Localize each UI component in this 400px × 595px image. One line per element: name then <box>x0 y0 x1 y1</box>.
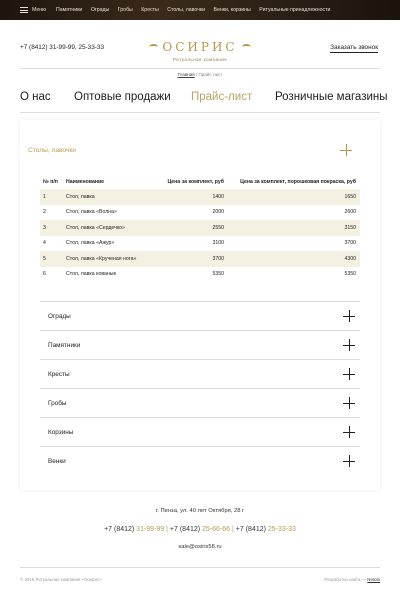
topnav-item-groby[interactable]: Гробы <box>117 7 133 13</box>
footer-phones <box>0 526 400 533</box>
site-logo[interactable] <box>140 37 260 62</box>
plus-icon[interactable] <box>343 426 355 438</box>
table-cell: 3700 <box>344 240 356 247</box>
table-cell: 4 <box>43 240 46 247</box>
table-cell: Стол, лавка <box>66 189 158 205</box>
plus-icon[interactable] <box>343 397 355 409</box>
table-cell: 5350 <box>344 271 356 278</box>
logo-mark <box>149 40 250 54</box>
menu-button[interactable]: Меню <box>32 7 47 13</box>
table-row <box>40 236 360 252</box>
table-row <box>40 220 360 236</box>
footer-copyright: © 2016 Ритуальная компания «Осирис» <box>20 577 102 582</box>
table-row <box>40 205 360 221</box>
accordion-kresty[interactable] <box>40 359 360 388</box>
logo-name: ОСИРИС <box>162 40 238 54</box>
breadcrumb-current: Прайс-лист <box>198 72 223 77</box>
table-cell: 1650 <box>228 189 360 205</box>
tab-retail-stores[interactable]: Розничные магазины <box>275 91 388 103</box>
plus-icon[interactable] <box>343 339 355 351</box>
column-header: Наименование <box>66 179 105 185</box>
plus-icon[interactable] <box>343 368 355 380</box>
table-row <box>40 251 360 267</box>
table-row <box>40 267 360 283</box>
site-header <box>0 34 400 64</box>
table-cell: 3700 <box>158 251 228 267</box>
table-cell: Стол, лавка «Сердечко» <box>66 220 158 236</box>
callback-button[interactable]: Заказать звонок <box>330 44 378 51</box>
plus-icon[interactable] <box>340 144 352 156</box>
table-cell: 3 <box>40 220 66 236</box>
footer-divider <box>20 567 380 568</box>
topnav-item-stoly[interactable]: Столы, лавочки <box>167 7 206 13</box>
accordion-title[interactable]: Кресты <box>48 371 70 378</box>
table-cell: 2 <box>43 209 46 216</box>
hamburger-menu-icon[interactable] <box>20 7 28 13</box>
column-header: № п/п <box>43 179 58 185</box>
header-phone[interactable]: +7 (8412) 31-99-99, 25-33-33 <box>20 44 105 51</box>
footer-developer <box>324 577 380 582</box>
accordion-ogrady[interactable] <box>40 301 360 330</box>
table-cell: 5350 <box>212 271 224 278</box>
table-cell: Стол, лавка кованые <box>66 271 117 278</box>
footer-phone-1[interactable]: +7 (8412) 31-99-99 <box>104 526 165 533</box>
column-header: Цена за комплект, порошковая покраска, руб <box>240 179 356 185</box>
table-cell: 4300 <box>228 251 360 267</box>
accordion-korziny[interactable] <box>40 417 360 446</box>
table-cell: Стол, лавка «Волна» <box>66 209 117 216</box>
tabs-divider <box>20 112 380 113</box>
accordion-open-section[interactable] <box>28 136 352 166</box>
accordion-title[interactable]: Столы, лавочки <box>28 147 76 154</box>
table-cell: Стол, лавка «Крученая нога» <box>66 251 158 267</box>
table-cell: 1400 <box>158 189 228 205</box>
footer-address: г. Пенза, ул. 40 лет Октября, 28 г <box>155 508 245 514</box>
accordion-title[interactable]: Корзины <box>48 429 74 436</box>
plus-icon[interactable] <box>343 455 355 467</box>
table-cell: 2000 <box>212 209 224 216</box>
table-cell: 2550 <box>158 220 228 236</box>
top-navigation-bar <box>0 0 400 20</box>
accordion-venki[interactable] <box>40 446 360 475</box>
table-cell: 1 <box>40 189 66 205</box>
tab-price-list[interactable]: Прайс-лист <box>191 91 253 103</box>
logo-subtitle: Ритуальная компания <box>172 57 228 62</box>
breadcrumb <box>0 72 400 77</box>
main-tabs <box>20 91 388 107</box>
topnav-item-pamyatniki[interactable]: Памятники <box>56 7 83 13</box>
topnav-item-prinadlezhnosti[interactable]: Ритуальные принадлежности <box>259 7 331 13</box>
breadcrumb-home-link[interactable]: Главная <box>177 72 195 77</box>
table-cell: Стол, лавка «Ажур» <box>66 240 115 247</box>
footer-phone-2[interactable]: +7 (8412) 25-66-66 <box>169 526 231 533</box>
accordion-groby[interactable] <box>40 388 360 417</box>
tab-wholesale[interactable]: Оптовые продажи <box>74 91 171 103</box>
topnav-item-venki[interactable]: Венки, корзины <box>213 7 251 13</box>
logo-wing-right-icon <box>242 44 251 50</box>
table-row <box>40 189 360 205</box>
tab-about[interactable]: О нас <box>20 91 51 103</box>
table-cell: 3150 <box>228 220 360 236</box>
phone-separator: | <box>164 526 170 533</box>
accordion-title[interactable]: Ограды <box>48 313 71 320</box>
developer-prefix: Разработка сайта — <box>324 577 368 582</box>
accordion-pamyatniki[interactable] <box>40 330 360 359</box>
table-header-row <box>40 175 360 189</box>
topnav-item-ogrady[interactable]: Ограды <box>90 7 110 13</box>
developer-link[interactable]: Netolo <box>367 577 380 582</box>
accordion-title[interactable]: Гробы <box>48 400 67 407</box>
breadcrumb-separator: / <box>194 72 199 77</box>
column-header: Цена за комплект, руб <box>167 179 224 185</box>
plus-icon[interactable] <box>343 310 355 322</box>
table-cell: 3100 <box>212 240 224 247</box>
accordion-title[interactable]: Памятники <box>48 342 81 349</box>
accordion-title[interactable]: Венки <box>48 458 66 465</box>
phone-separator: | <box>230 526 236 533</box>
price-table <box>40 175 360 282</box>
table-cell: 6 <box>43 271 46 278</box>
table-cell: 5 <box>40 251 66 267</box>
header-divider <box>20 68 380 69</box>
footer-phone-3[interactable]: +7 (8412) 25-33-33 <box>235 526 296 533</box>
table-cell: 2600 <box>344 209 356 216</box>
topnav-item-kresty[interactable]: Кресты <box>141 7 159 13</box>
footer-email[interactable]: sale@osiris58.ru <box>178 544 222 550</box>
logo-wing-left-icon <box>149 44 158 50</box>
